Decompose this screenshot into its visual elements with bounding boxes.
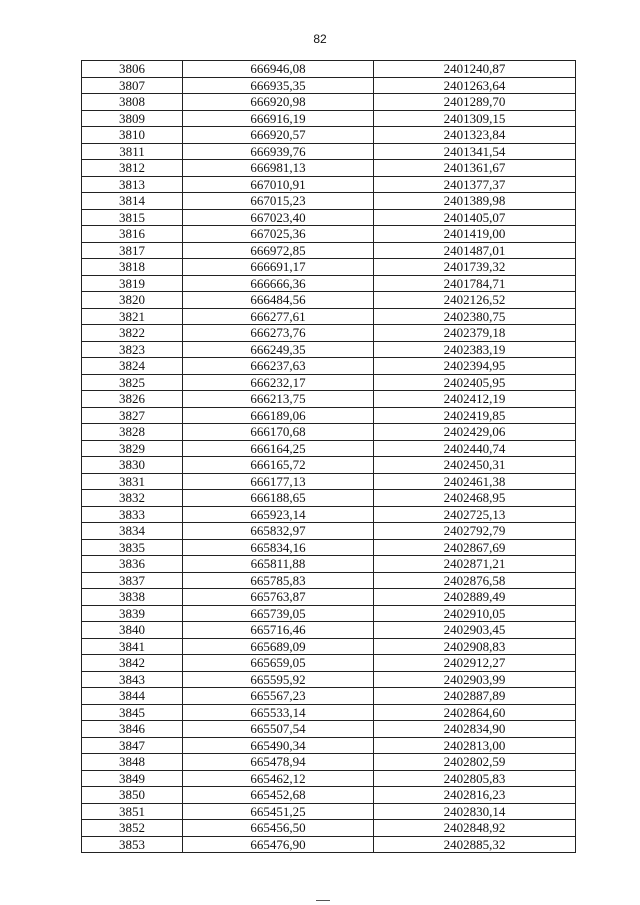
table-row [82,490,576,507]
table-row [82,506,576,523]
x-coordinate-cell: 666164,25 [183,440,374,457]
x-coordinate-cell: 665451,25 [183,803,374,820]
x-coordinate-cell: 666189,06 [183,407,374,424]
point-number-cell: 3845 [82,704,183,721]
x-coordinate-cell: 665659,05 [183,655,374,672]
x-coordinate-cell: 665595,92 [183,671,374,688]
point-number-cell: 3823 [82,341,183,358]
x-coordinate-cell: 665689,09 [183,638,374,655]
y-coordinate-cell: 2402379,18 [374,325,576,342]
y-coordinate-cell: 2402126,52 [374,292,576,309]
y-coordinate-cell: 2402910,05 [374,605,576,622]
point-number-cell: 3852 [82,820,183,837]
y-coordinate-cell: 2402864,60 [374,704,576,721]
x-coordinate-cell: 665507,54 [183,721,374,738]
point-number-cell: 3807 [82,77,183,94]
x-coordinate-cell: 665476,90 [183,836,374,853]
table-row [82,754,576,771]
table-row [82,325,576,342]
y-coordinate-cell: 2401389,98 [374,193,576,210]
point-number-cell: 3814 [82,193,183,210]
x-coordinate-cell: 665533,14 [183,704,374,721]
table-row [82,127,576,144]
table-row [82,440,576,457]
x-coordinate-cell: 665567,23 [183,688,374,705]
point-number-cell: 3835 [82,539,183,556]
x-coordinate-cell: 667010,91 [183,176,374,193]
x-coordinate-cell: 666939,76 [183,143,374,160]
y-coordinate-cell: 2402887,89 [374,688,576,705]
table-row [82,457,576,474]
point-number-cell: 3847 [82,737,183,754]
coordinates-table [81,60,576,853]
x-coordinate-cell: 665739,05 [183,605,374,622]
point-number-cell: 3831 [82,473,183,490]
table-row [82,424,576,441]
y-coordinate-cell: 2402468,95 [374,490,576,507]
y-coordinate-cell: 2402805,83 [374,770,576,787]
x-coordinate-cell: 666165,72 [183,457,374,474]
x-coordinate-cell: 666170,68 [183,424,374,441]
point-number-cell: 3836 [82,556,183,573]
y-coordinate-cell: 2401309,15 [374,110,576,127]
table-row [82,391,576,408]
y-coordinate-cell: 2402816,23 [374,787,576,804]
table-row [82,820,576,837]
y-coordinate-cell: 2401419,00 [374,226,576,243]
x-coordinate-cell: 666666,36 [183,275,374,292]
y-coordinate-cell: 2402871,21 [374,556,576,573]
table-row [82,655,576,672]
page-number: 82 [313,32,327,46]
x-coordinate-cell: 666920,98 [183,94,374,111]
x-coordinate-cell: 666920,57 [183,127,374,144]
x-coordinate-cell: 665811,88 [183,556,374,573]
point-number-cell: 3848 [82,754,183,771]
table-row [82,770,576,787]
point-number-cell: 3816 [82,226,183,243]
point-number-cell: 3818 [82,259,183,276]
table-row [82,176,576,193]
y-coordinate-cell: 2401377,37 [374,176,576,193]
x-coordinate-cell: 665834,16 [183,539,374,556]
point-number-cell: 3817 [82,242,183,259]
y-coordinate-cell: 2402461,38 [374,473,576,490]
table-row [82,556,576,573]
y-coordinate-cell: 2402383,19 [374,341,576,358]
y-coordinate-cell: 2402903,45 [374,622,576,639]
x-coordinate-cell: 665462,12 [183,770,374,787]
table-row [82,242,576,259]
point-number-cell: 3825 [82,374,183,391]
table-row [82,374,576,391]
point-number-cell: 3819 [82,275,183,292]
point-number-cell: 3808 [82,94,183,111]
table-row [82,787,576,804]
point-number-cell: 3806 [82,61,183,78]
table-row [82,539,576,556]
x-coordinate-cell: 665785,83 [183,572,374,589]
table-row [82,589,576,606]
y-coordinate-cell: 2401487,01 [374,242,576,259]
y-coordinate-cell: 2402813,00 [374,737,576,754]
x-coordinate-cell: 665456,50 [183,820,374,837]
table-row [82,572,576,589]
y-coordinate-cell: 2402867,69 [374,539,576,556]
point-number-cell: 3830 [82,457,183,474]
table-row [82,605,576,622]
y-coordinate-cell: 2402848,92 [374,820,576,837]
point-number-cell: 3822 [82,325,183,342]
point-number-cell: 3842 [82,655,183,672]
table-row [82,94,576,111]
y-coordinate-cell: 2402908,83 [374,638,576,655]
x-coordinate-cell: 666273,76 [183,325,374,342]
point-number-cell: 3849 [82,770,183,787]
x-coordinate-cell: 666213,75 [183,391,374,408]
y-coordinate-cell: 2401341,54 [374,143,576,160]
table-row [82,292,576,309]
point-number-cell: 3827 [82,407,183,424]
y-coordinate-cell: 2402725,13 [374,506,576,523]
y-coordinate-cell: 2402792,79 [374,523,576,540]
x-coordinate-cell: 666916,19 [183,110,374,127]
y-coordinate-cell: 2402405,95 [374,374,576,391]
y-coordinate-cell: 2402830,14 [374,803,576,820]
x-coordinate-cell: 667025,36 [183,226,374,243]
point-number-cell: 3812 [82,160,183,177]
y-coordinate-cell: 2402802,59 [374,754,576,771]
y-coordinate-cell: 2401263,64 [374,77,576,94]
table-row [82,671,576,688]
y-coordinate-cell: 2402912,27 [374,655,576,672]
y-coordinate-cell: 2401784,71 [374,275,576,292]
table-row [82,688,576,705]
table-row [82,193,576,210]
y-coordinate-cell: 2401405,07 [374,209,576,226]
point-number-cell: 3839 [82,605,183,622]
point-number-cell: 3811 [82,143,183,160]
x-coordinate-cell: 666935,35 [183,77,374,94]
y-coordinate-cell: 2402450,31 [374,457,576,474]
point-number-cell: 3829 [82,440,183,457]
point-number-cell: 3826 [82,391,183,408]
table-row [82,407,576,424]
x-coordinate-cell: 667023,40 [183,209,374,226]
point-number-cell: 3837 [82,572,183,589]
x-coordinate-cell: 666484,56 [183,292,374,309]
point-number-cell: 3828 [82,424,183,441]
x-coordinate-cell: 665452,68 [183,787,374,804]
x-coordinate-cell: 666177,13 [183,473,374,490]
x-coordinate-cell: 666237,63 [183,358,374,375]
x-coordinate-cell: 665832,97 [183,523,374,540]
y-coordinate-cell: 2402412,19 [374,391,576,408]
y-coordinate-cell: 2402889,49 [374,589,576,606]
table-row [82,77,576,94]
table-row [82,721,576,738]
point-number-cell: 3838 [82,589,183,606]
x-coordinate-cell: 667015,23 [183,193,374,210]
y-coordinate-cell: 2402885,32 [374,836,576,853]
table-row [82,110,576,127]
point-number-cell: 3851 [82,803,183,820]
x-coordinate-cell: 666188,65 [183,490,374,507]
table-row [82,160,576,177]
point-number-cell: 3832 [82,490,183,507]
y-coordinate-cell: 2402876,58 [374,572,576,589]
x-coordinate-cell: 666249,35 [183,341,374,358]
y-coordinate-cell: 2402419,85 [374,407,576,424]
table-row [82,209,576,226]
x-coordinate-cell: 665478,94 [183,754,374,771]
point-number-cell: 3841 [82,638,183,655]
y-coordinate-cell: 2401289,70 [374,94,576,111]
point-number-cell: 3840 [82,622,183,639]
x-coordinate-cell: 665763,87 [183,589,374,606]
y-coordinate-cell: 2401240,87 [374,61,576,78]
x-coordinate-cell: 666981,13 [183,160,374,177]
point-number-cell: 3815 [82,209,183,226]
point-number-cell: 3833 [82,506,183,523]
table-row [82,523,576,540]
x-coordinate-cell: 666277,61 [183,308,374,325]
coordinates-table-body [82,61,576,853]
point-number-cell: 3853 [82,836,183,853]
y-coordinate-cell: 2401739,32 [374,259,576,276]
y-coordinate-cell: 2402394,95 [374,358,576,375]
x-coordinate-cell: 665923,14 [183,506,374,523]
point-number-cell: 3843 [82,671,183,688]
point-number-cell: 3810 [82,127,183,144]
table-row [82,341,576,358]
y-coordinate-cell: 2402380,75 [374,308,576,325]
table-row [82,704,576,721]
table-row [82,803,576,820]
y-coordinate-cell: 2402440,74 [374,440,576,457]
point-number-cell: 3850 [82,787,183,804]
table-row [82,836,576,853]
x-coordinate-cell: 666972,85 [183,242,374,259]
point-number-cell: 3820 [82,292,183,309]
x-coordinate-cell: 666691,17 [183,259,374,276]
point-number-cell: 3813 [82,176,183,193]
bottom-mark [316,900,330,901]
y-coordinate-cell: 2402903,99 [374,671,576,688]
point-number-cell: 3824 [82,358,183,375]
table-row [82,473,576,490]
table-row [82,638,576,655]
x-coordinate-cell: 665716,46 [183,622,374,639]
table-row [82,622,576,639]
x-coordinate-cell: 666946,08 [183,61,374,78]
point-number-cell: 3821 [82,308,183,325]
table-row [82,308,576,325]
table-row [82,226,576,243]
table-row [82,143,576,160]
point-number-cell: 3844 [82,688,183,705]
y-coordinate-cell: 2402429,06 [374,424,576,441]
y-coordinate-cell: 2402834,90 [374,721,576,738]
y-coordinate-cell: 2401361,67 [374,160,576,177]
point-number-cell: 3846 [82,721,183,738]
x-coordinate-cell: 666232,17 [183,374,374,391]
x-coordinate-cell: 665490,34 [183,737,374,754]
table-row [82,275,576,292]
table-row [82,61,576,78]
table-row [82,737,576,754]
table-row [82,259,576,276]
table-row [82,358,576,375]
point-number-cell: 3834 [82,523,183,540]
y-coordinate-cell: 2401323,84 [374,127,576,144]
point-number-cell: 3809 [82,110,183,127]
